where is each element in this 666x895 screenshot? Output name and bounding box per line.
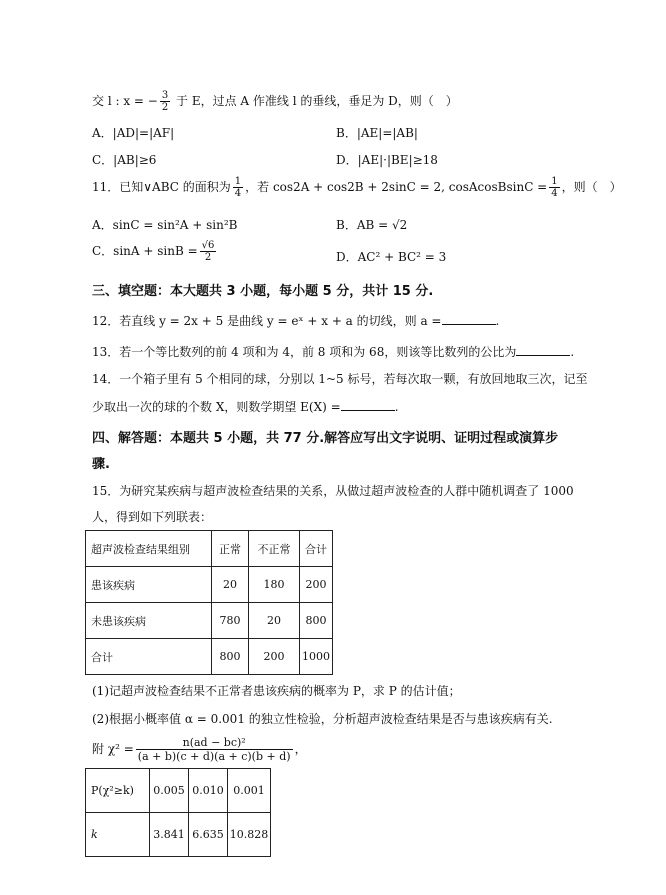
section-4-heading-line1: 四、解答题：本题共 5 小题，共 77 分.解答应写出文字说明、证明过程或演算步 [92, 431, 559, 446]
section-4-heading-line2: 骤. [92, 457, 110, 472]
table-header-cell: 正常 [212, 531, 249, 567]
q10-continuation [92, 90, 458, 113]
q10-option-b: B．|AE|=|AB| [336, 126, 418, 140]
table-cell: 0.005 [150, 769, 189, 813]
table-cell: 3.841 [150, 813, 189, 857]
q11-fraction-1: $\frac{1}{4}$ [234, 176, 242, 199]
table-cell: 未患该疾病 [86, 603, 212, 639]
q13-answer-blank[interactable] [516, 344, 570, 356]
table-cell: P(χ²≥k) [86, 769, 150, 813]
table-cell: 200 [300, 567, 333, 603]
table-cell: k [86, 813, 150, 857]
q15-sub1: (1)记超声波检查结果不正常者患该疾病的概率为 P，求 P 的估计值； [92, 684, 461, 698]
q11-option-b: B．AB = √2 [336, 218, 408, 232]
q11-option-d: D．AC² + BC² = 3 [336, 250, 447, 264]
table-cell: 800 [212, 639, 249, 675]
table-cell: 合计 [86, 639, 212, 675]
contingency-table [85, 530, 333, 675]
q10-option-d: D．|AE|·|BE|≥18 [336, 153, 438, 167]
q11-stem: 11．已知∨ABC 的面积为 $\frac{1}{4}$ ，若 cos2A + cos2B + 2sinC = 2, cosAcosBsinC = $\frac{1}{4}$ ，则（ ） [92, 176, 622, 199]
q12: 12．若直线 y = 2x + 5 是曲线 y = eˣ + x + a 的切线，则 a = . [92, 314, 500, 328]
q11-option-a: A．sinC = sin²A + sin²B [92, 218, 238, 232]
q15-sub2: (2)根据小概率值 α = 0.001 的独立性检验，分析超声波检查结果是否与患该疾病有关. [92, 712, 553, 726]
table-cell: 780 [212, 603, 249, 639]
q10-option-c: C．|AB|≥6 [92, 153, 157, 167]
q11-fraction-2: $\frac{1}{4}$ [551, 176, 558, 199]
section-3-heading: 三、填空题：本大题共 3 小题，每小题 5 分，共计 15 分. [92, 284, 434, 299]
table-cell: 200 [249, 639, 300, 675]
table-row [86, 769, 271, 813]
table-row [86, 567, 333, 603]
table-cell: 1000 [300, 639, 333, 675]
table-cell: 20 [212, 567, 249, 603]
table-row [86, 813, 271, 857]
table-row [86, 603, 333, 639]
table-row [86, 639, 333, 675]
table-cell: 180 [249, 567, 300, 603]
q14-line2: 少取出一次的球的个数 X，则数学期望 E(X) = . [92, 400, 399, 414]
table-header-cell: 合计 [300, 531, 333, 567]
q10-option-a: A．|AD|=|AF| [92, 126, 175, 140]
q15-line1: 15．为研究某疾病与超声波检查结果的关系，从做过超声波检查的人群中随机调查了 1000 [92, 484, 574, 498]
table-header-row [86, 531, 333, 567]
table-cell: 6.635 [189, 813, 228, 857]
table-cell: 800 [300, 603, 333, 639]
q14-answer-blank[interactable] [341, 399, 395, 411]
table-cell: 0.010 [189, 769, 228, 813]
q10-suffix: 于 E，过点 A 作准线 l 的垂线，垂足为 D，则（ ） [172, 94, 458, 108]
q14-line1: 14．一个箱子里有 5 个相同的球，分别以 1~5 标号，若每次取一颗，有放回地取三次，记至 [92, 372, 588, 386]
q11-option-c-fraction: $\frac{√6}{2}$ [201, 240, 215, 263]
q12-answer-blank[interactable] [442, 313, 496, 325]
q10-prefix: 交 l : x = − [92, 94, 158, 108]
critical-value-table [85, 768, 271, 857]
chi-square-fraction: $\frac{\text{n(ad − bc)²}}{(a + b)(c + d)(a + c)(b + d)}$ [137, 736, 291, 763]
table-cell: 0.001 [228, 769, 271, 813]
table-cell: 患该疾病 [86, 567, 212, 603]
q15-line2: 人，得到如下列联表： [92, 510, 213, 524]
table-header-cell: 超声波检查结果组别 [86, 531, 212, 567]
q13: 13．若一个等比数列的前 4 项和为 4，前 8 项和为 68，则该等比数列的公比为 . [92, 345, 575, 359]
table-header-cell: 不正常 [249, 531, 300, 567]
q11-option-c: C．sinA + sinB = $\frac{√6}{2}$ [92, 240, 215, 263]
chi-square-formula: 附 χ² = $\frac{\text{n(ad − bc)²}}{(a + b)(c + d)(a + c)(b + d)}$ ， [92, 736, 307, 763]
q10-fraction: $\frac{3}{2}$ [161, 90, 169, 113]
table-cell: 20 [249, 603, 300, 639]
table-cell: 10.828 [228, 813, 271, 857]
